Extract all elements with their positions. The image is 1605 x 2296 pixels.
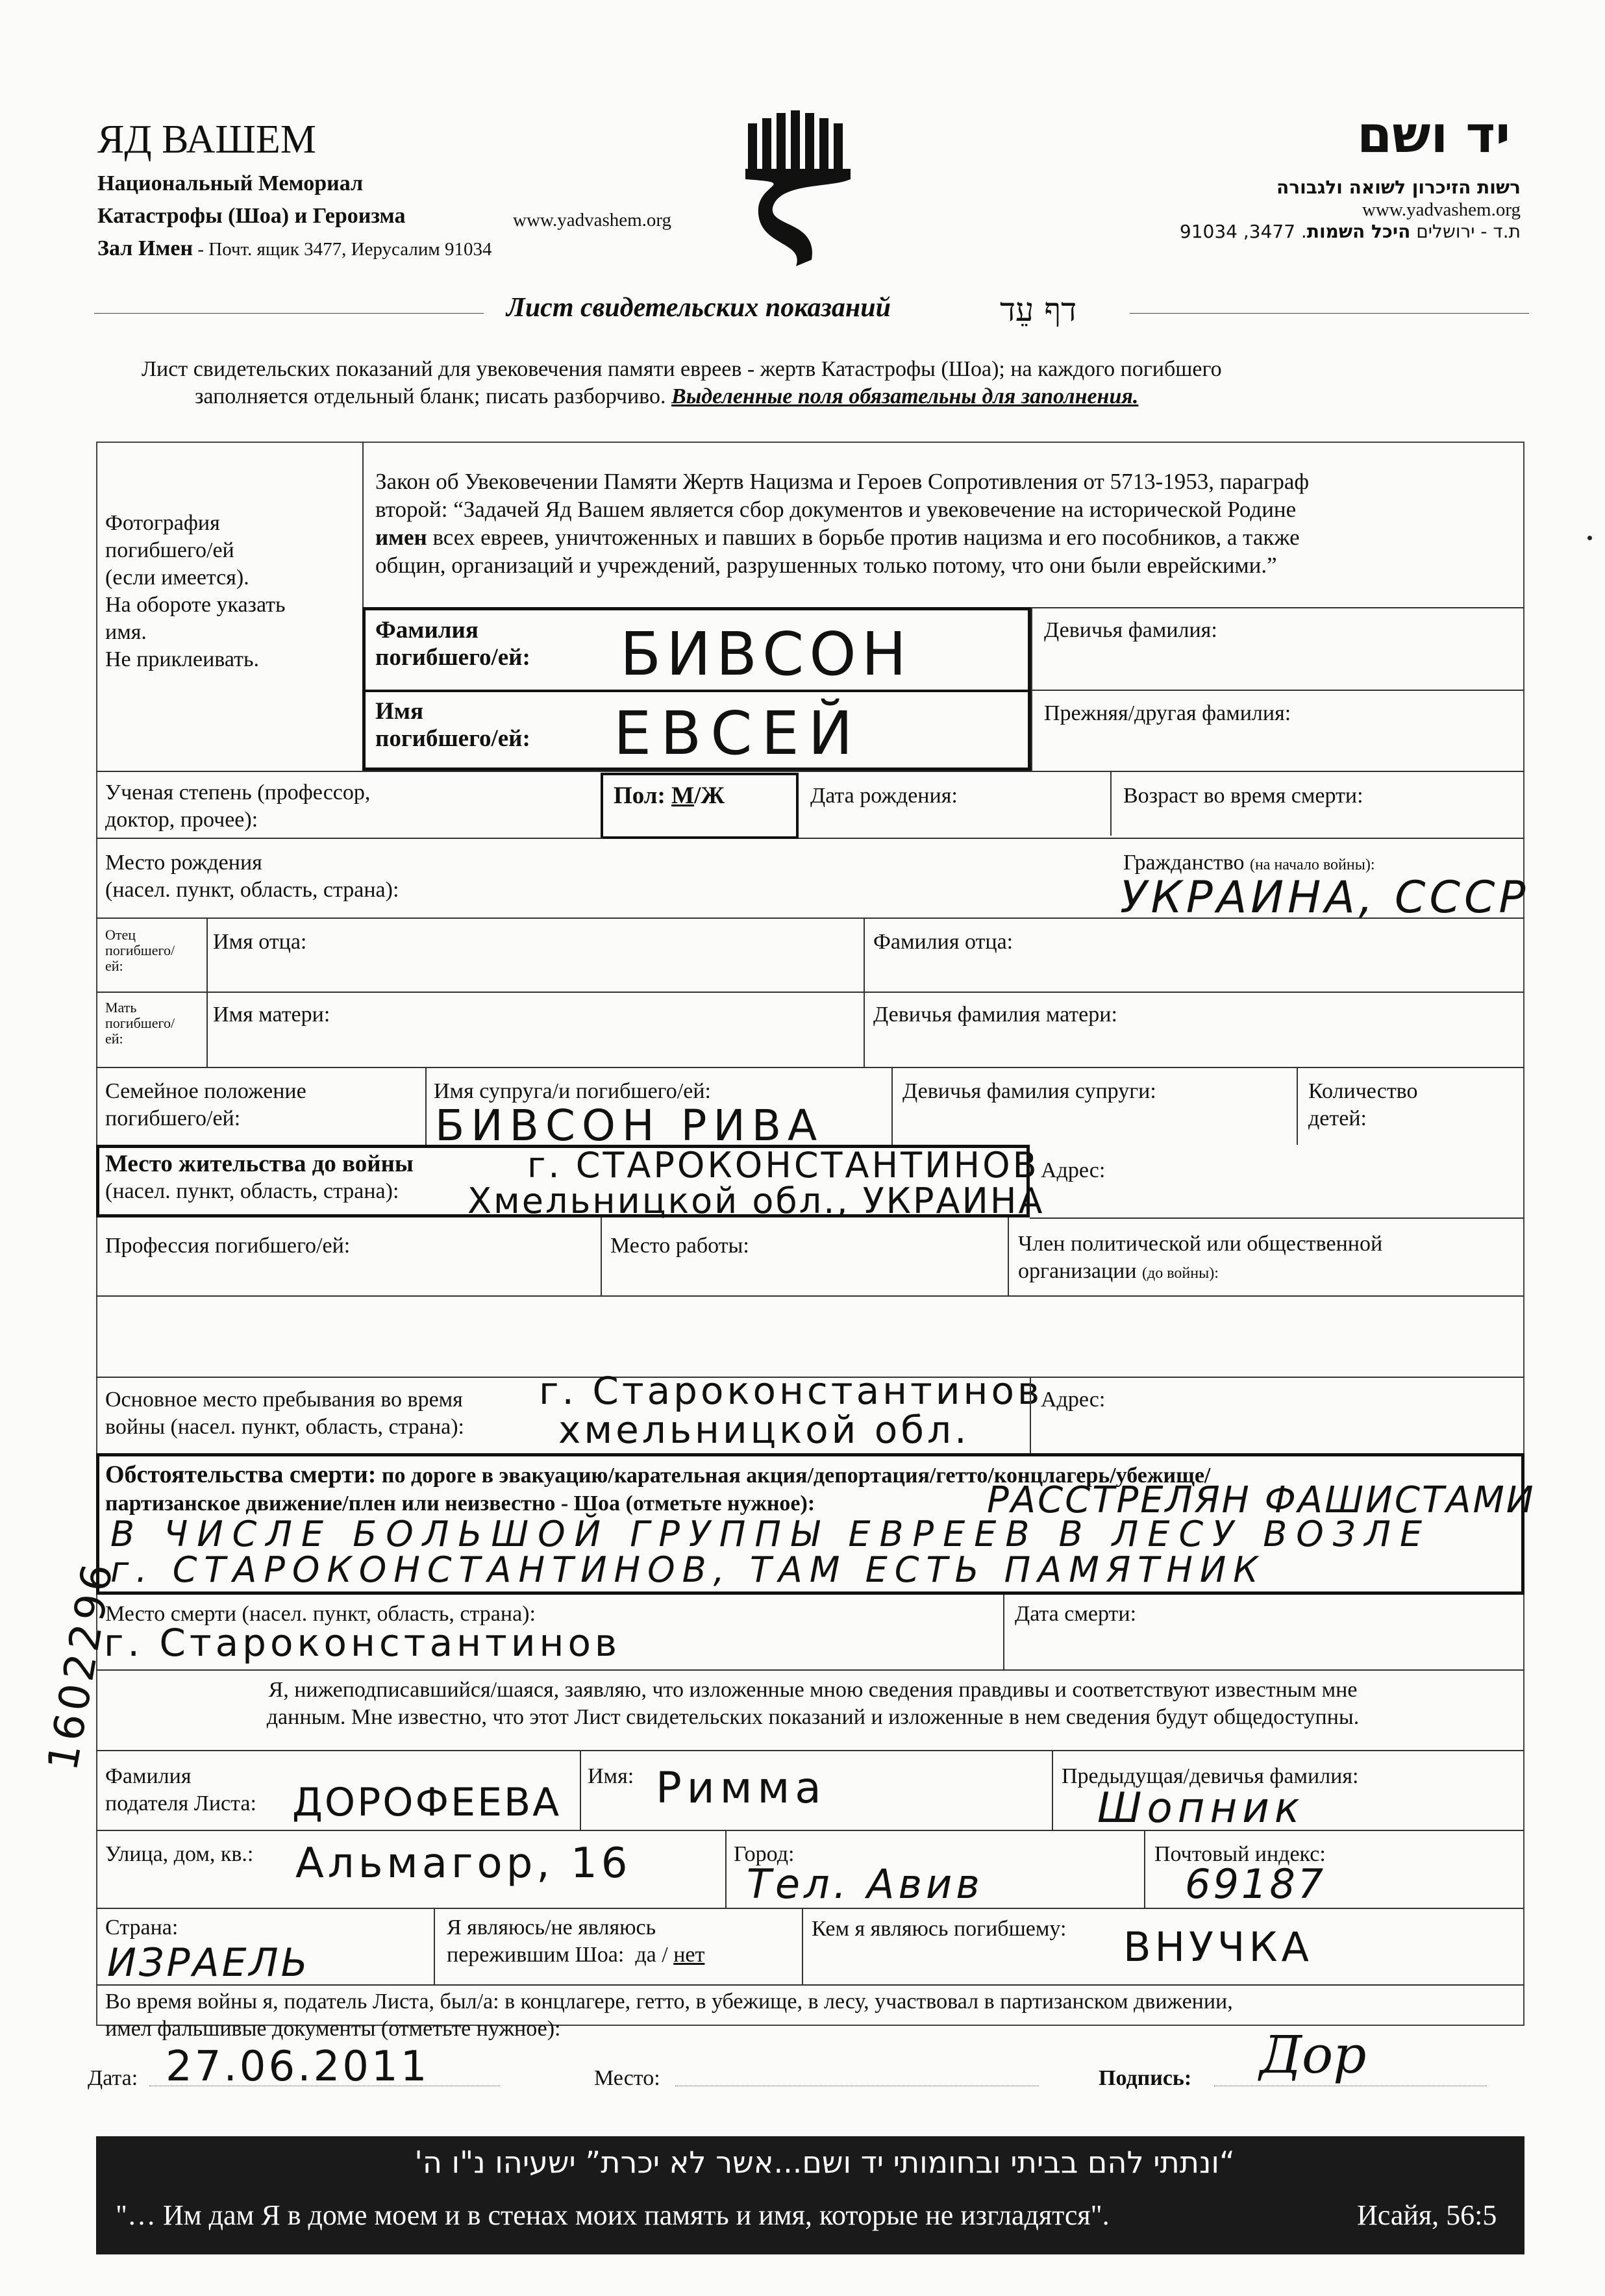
profession-divider: [601, 1217, 602, 1295]
death-place-label: Место смерти (насел. пункт, область, страна):: [105, 1602, 536, 1626]
workplace-label: Место работы:: [610, 1234, 749, 1258]
header-right-line3-rest: 91034 ,3477 .ת.ד - ירושלים: [1179, 221, 1521, 242]
father-side-2: погибшего/: [105, 942, 175, 958]
place-label: Место:: [594, 2066, 660, 2090]
footer-source: Исайя, 56:5: [1357, 2199, 1497, 2231]
citizenship-value[interactable]: УКРАИНА, СССР: [1120, 872, 1530, 923]
father-name-label: Имя отца:: [213, 930, 307, 954]
birthplace-label: [105, 849, 399, 904]
birthplace-label-2: (насел. пункт, область, страна):: [105, 878, 399, 902]
photo-note-l5: имя.: [105, 620, 147, 644]
law-l3-bold: имен: [375, 525, 427, 550]
birth-age-divider: [1110, 771, 1112, 836]
photo-note-l1: Фотография: [105, 511, 220, 535]
header-right-line1: רשות הזיכרון לשואה ולגבורה: [1276, 177, 1521, 198]
header-left-line3-rest: - Почт. ящик 3477, Иерусалим 91034: [197, 239, 492, 260]
intro-line2: [195, 383, 1138, 410]
wartime-label-1: Основное место пребывания во время: [105, 1388, 463, 1412]
wartime-divider: [1030, 1377, 1031, 1456]
profession-label: Профессия погибшего/ей:: [105, 1234, 351, 1258]
death-circ-value-1[interactable]: РАССТРЕЛЯН ФАШИСТАМИ: [987, 1479, 1536, 1521]
header-left-line1: Национальный Мемориал: [97, 171, 364, 195]
relation-value[interactable]: ВНУЧКА: [1123, 1923, 1313, 1971]
mother-side-label: [105, 1000, 175, 1047]
father-side-label: [105, 927, 175, 974]
birthdate-label: Дата рождения:: [810, 784, 958, 808]
mother-name-label: Имя матери:: [213, 1003, 330, 1027]
victim-name-value[interactable]: ЕВСЕЙ: [614, 699, 862, 768]
city-divider: [725, 1830, 727, 1908]
street-value[interactable]: Альмагор, 16: [295, 1840, 632, 1888]
relation-divider: [802, 1908, 803, 1984]
victim-name-label-2: погибшего/ей:: [375, 725, 530, 752]
rule-3: [96, 917, 1524, 919]
residence-value-1[interactable]: г. СТАРОКОНСТАНТИНОВ: [527, 1145, 1039, 1186]
yad-vashem-logo: [740, 110, 857, 273]
rule-names-mid: [362, 690, 1031, 692]
city-label: Город:: [734, 1842, 795, 1866]
header-left-line3-bold: Зал Имен: [97, 236, 193, 260]
country-label: Страна:: [105, 1915, 179, 1940]
victim-other-surname-label: Прежняя/другая фамилия:: [1044, 701, 1291, 725]
children-label: [1308, 1078, 1418, 1132]
member-label: [1018, 1230, 1382, 1285]
sex-label: Пол:: [614, 782, 666, 809]
children-label-1: Количество: [1308, 1079, 1418, 1103]
victim-maiden-label: Девичья фамилия:: [1044, 618, 1217, 642]
survivor-option-yes[interactable]: да: [635, 1943, 656, 1967]
workplace-divider: [1008, 1217, 1009, 1295]
death-place-value[interactable]: г. Староконстантинов: [104, 1621, 621, 1665]
rule-9: [96, 1669, 1524, 1671]
degree-label: [105, 779, 370, 834]
photo-note-l3: (если имеется).: [105, 566, 249, 590]
marital-label: [105, 1078, 306, 1132]
header-left-line2: Катастрофы (Шоа) и Героизма: [97, 204, 406, 228]
death-date-divider: [1003, 1595, 1004, 1669]
law-l2: второй: “Задачей Яд Вашем является сбор документов и увековечение на исторической Родине: [375, 497, 1297, 522]
relation-label: Кем я являюсь погибшему:: [812, 1917, 1067, 1941]
member-label-small: (до войны):: [1142, 1265, 1219, 1282]
residence-label-bold: Место жительства до войны: [105, 1151, 414, 1177]
photo-note-l6: Не приклеивать.: [105, 647, 259, 671]
form-title: Лист свидетельских показаний: [506, 293, 891, 323]
photo-note: [105, 510, 358, 673]
footer-quote: "… Им дам Я в доме моем и в стенах моих память и имя, которые не изгладятся".: [116, 2199, 1110, 2231]
submitter-surname-label-1: Фамилия: [105, 1764, 192, 1788]
rule-12: [96, 1908, 1524, 1909]
victim-name-label-1: Имя: [375, 698, 423, 725]
wartime-label-2: войны (насел. пункт, область, страна):: [105, 1415, 464, 1439]
war-experience: [105, 1988, 1233, 2043]
wartime-value-1[interactable]: г. Староконстантинов: [539, 1369, 1043, 1413]
survivor-label-2: пережившим Шоа:: [447, 1943, 625, 1967]
death-circ-value-2[interactable]: В ЧИСЛЕ БОЛЬШОЙ ГРУППЫ ЕВРЕЕВ В ЛЕСУ ВОЗЛЕ: [110, 1514, 1432, 1554]
law-l3-rest: всех евреев, уничтоженных и павших в борьбе против нацизма и его пособников, а также: [432, 525, 1300, 550]
mother-side-3: ей:: [105, 1030, 123, 1047]
children-label-2: детей:: [1308, 1106, 1367, 1130]
title-rule-left: [94, 313, 484, 314]
rule-5: [96, 1067, 1524, 1068]
submitter-surname-value[interactable]: ДОРОФЕЕВА: [292, 1780, 562, 1825]
war-experience-l2: имел фальшивые документы (отметьте нужное):: [105, 2017, 561, 2041]
submitter-surname-label-2: подателя Листа:: [105, 1791, 256, 1816]
date-value[interactable]: 27.06.2011: [166, 2043, 430, 2091]
victim-surname-label: [375, 617, 530, 671]
intro-line2-text: заполняется отдельный бланк; писать разборчиво.: [195, 384, 666, 408]
rule-6: [1030, 1217, 1524, 1219]
spouse-label: Имя супруга/и погибшего/ей:: [434, 1079, 711, 1103]
scan-dot: [1587, 536, 1592, 540]
death-circ-line2: партизанское движение/плен или неизвестно - Шоа (отметьте нужное):: [105, 1491, 815, 1516]
header-right-line3: [1180, 221, 1521, 242]
victim-surname-label-1: Фамилия: [375, 617, 479, 643]
residence-value-2[interactable]: Хмельницкой обл., УКРАИНА: [467, 1180, 1045, 1221]
age-label: Возраст во время смерти:: [1123, 784, 1363, 808]
sex-option-m[interactable]: М: [671, 782, 695, 809]
rule-1: [96, 771, 1524, 772]
degree-label-2: доктор, прочее):: [105, 808, 258, 832]
sex-field[interactable]: [614, 782, 725, 810]
sign-label: Подпись:: [1099, 2066, 1192, 2090]
survivor-field[interactable]: [447, 1914, 704, 1969]
submitter-prev-divider: [1052, 1750, 1053, 1830]
street-label: Улица, дом, кв.:: [105, 1842, 254, 1866]
war-experience-l1: Во время войны я, податель Листа, был/а: в концлагере, гетто, в убежище, в лесу, участвовал в партизанском движении,: [105, 1990, 1233, 2014]
header-left-url: www.yadvashem.org: [513, 210, 672, 231]
margin-number: 1602296: [39, 1556, 123, 1775]
marital-divider: [425, 1067, 427, 1145]
marital-label-1: Семейное положение: [105, 1079, 306, 1103]
rule-13: [96, 1984, 1524, 1986]
victim-surname-value[interactable]: БИВСОН: [620, 619, 912, 689]
death-date-label: Дата смерти:: [1015, 1602, 1137, 1626]
mother-side-2: погибшего/: [105, 1015, 175, 1031]
law-text: [375, 468, 1518, 579]
zip-value[interactable]: 69187: [1185, 1860, 1326, 1908]
father-side-1: Отец: [105, 927, 136, 943]
father-side-3: ей:: [105, 958, 123, 974]
sex-separator: /: [694, 782, 701, 809]
citizenship-label-main: Гражданство: [1123, 851, 1245, 875]
mother-maiden-label: Девичья фамилия матери:: [873, 1003, 1117, 1027]
residence-label-2: (насел. пункт, область, страна):: [105, 1179, 399, 1203]
wartime-label: [105, 1386, 464, 1441]
zip-label: Почтовый индекс:: [1154, 1842, 1326, 1866]
survivor-separator: /: [662, 1943, 668, 1967]
member-label-2: организации: [1018, 1259, 1137, 1283]
spouse-divider: [891, 1067, 893, 1145]
wartime-address-label: Адрес:: [1041, 1388, 1106, 1412]
names-right-divider: [1031, 607, 1032, 771]
header-right-title: יד ושם: [1357, 106, 1511, 164]
submitter-prev-label: Предыдущая/девичья фамилия:: [1062, 1764, 1359, 1788]
date-label: Дата:: [88, 2066, 138, 2090]
rule-names-mid-right: [1031, 690, 1524, 691]
title-rule-right: [1130, 313, 1529, 314]
member-label-1: Член политической или общественной: [1018, 1232, 1383, 1256]
survivor-label-1: Я являюсь/не являюсь: [447, 1915, 656, 1940]
photo-note-l2: погибшего/ей: [105, 538, 234, 562]
rule-2b: [799, 838, 1524, 839]
rule-4: [96, 992, 1524, 993]
header-left-title: ЯД ВАШЕМ: [97, 118, 316, 162]
father-surname-label: Фамилия отца:: [873, 930, 1014, 954]
rule-2: [96, 838, 603, 839]
form-title-hebrew: דף עֵד: [1000, 291, 1077, 329]
residence-label: [105, 1151, 414, 1205]
submitter-prev-value[interactable]: Шопник: [1097, 1784, 1305, 1832]
law-l1: Закон об Увековечении Памяти Жертв Нацизма и Героев Сопротивления от 5713-1953, параграф: [375, 469, 1310, 494]
birthplace-label-1: Место рождения: [105, 851, 262, 875]
city-value[interactable]: Тел. Авив: [747, 1860, 984, 1908]
submitter-name-label: Имя:: [588, 1764, 634, 1788]
zip-divider: [1144, 1830, 1145, 1908]
rule-11: [96, 1830, 1524, 1831]
photo-note-l4: На обороте указать: [105, 593, 286, 617]
wartime-value-2[interactable]: хмельницкой обл.: [558, 1408, 970, 1452]
declaration: [105, 1677, 1521, 1731]
death-circ-bold: Обстоятельства смерти:: [105, 1461, 377, 1488]
intro-line1: Лист свидетельских показаний для увековечения памяти евреев - жертв Катастрофы (Шоа); на каждого погибшего: [142, 357, 1222, 381]
residence-address-label: Адрес:: [1041, 1158, 1106, 1182]
survivor-option-no[interactable]: нет: [673, 1943, 705, 1967]
declaration-l2: данным. Мне известно, что этот Лист свидетельских показаний и изложенные в нем сведения будут общедоступны.: [266, 1705, 1360, 1729]
spouse-maiden-label: Девичья фамилия супруги:: [902, 1079, 1156, 1103]
mother-side-1: Мать: [105, 999, 137, 1016]
header-right-url: www.yadvashem.org: [1362, 199, 1521, 220]
rule-7: [96, 1295, 1524, 1297]
marital-label-2: погибшего/ей:: [105, 1106, 241, 1130]
children-divider: [1297, 1067, 1298, 1145]
death-circ-rest: по дороге в эвакуацию/карательная акция/депортация/гетто/концлагерь/убежище/: [381, 1464, 1211, 1488]
declaration-l1: Я, нижеподписавшийся/шаяся, заявляю, что изложенные мною сведения правдивы и соответствуют известным мне: [268, 1678, 1358, 1702]
header-left-line3: [97, 235, 491, 263]
degree-label-1: Ученая степень (профессор,: [105, 780, 371, 805]
sex-option-f[interactable]: Ж: [701, 782, 725, 809]
submitter-name-value[interactable]: Римма: [656, 1763, 827, 1813]
rule-10: [96, 1750, 1524, 1751]
submitter-name-divider: [580, 1750, 581, 1830]
death-circ-value-3[interactable]: г. СТАРОКОНСТАНТИНОВ, ТАМ ЕСТЬ ПАМЯТНИК: [110, 1549, 1265, 1590]
intro-line2-emphasis: Выделенные поля обязательны для заполнения.: [671, 384, 1139, 408]
footer-hebrew: “ונתתי להם בביתי ובחומותי יד ושם...אשר לא יכרת” ישעיהו נ"ו ה': [414, 2145, 1235, 2180]
signature[interactable]: Дор: [1260, 2025, 1367, 2085]
survivor-divider: [434, 1908, 435, 1984]
country-value[interactable]: ИЗРАЕЛЬ: [107, 1940, 310, 1986]
spouse-value[interactable]: БИВСОН РИВА: [435, 1101, 824, 1151]
header-right-line3-bold: היכל השמות: [1306, 221, 1411, 242]
citizenship-label-small: (на начало войны):: [1249, 856, 1375, 873]
law-l4: общин, организаций и учреждений, разрушенных только потому, что они были еврейскими.”: [375, 553, 1277, 578]
victim-name-label: [375, 698, 530, 753]
submitter-surname-label: [105, 1763, 256, 1817]
victim-surname-label-2: погибшего/ей:: [375, 644, 530, 671]
